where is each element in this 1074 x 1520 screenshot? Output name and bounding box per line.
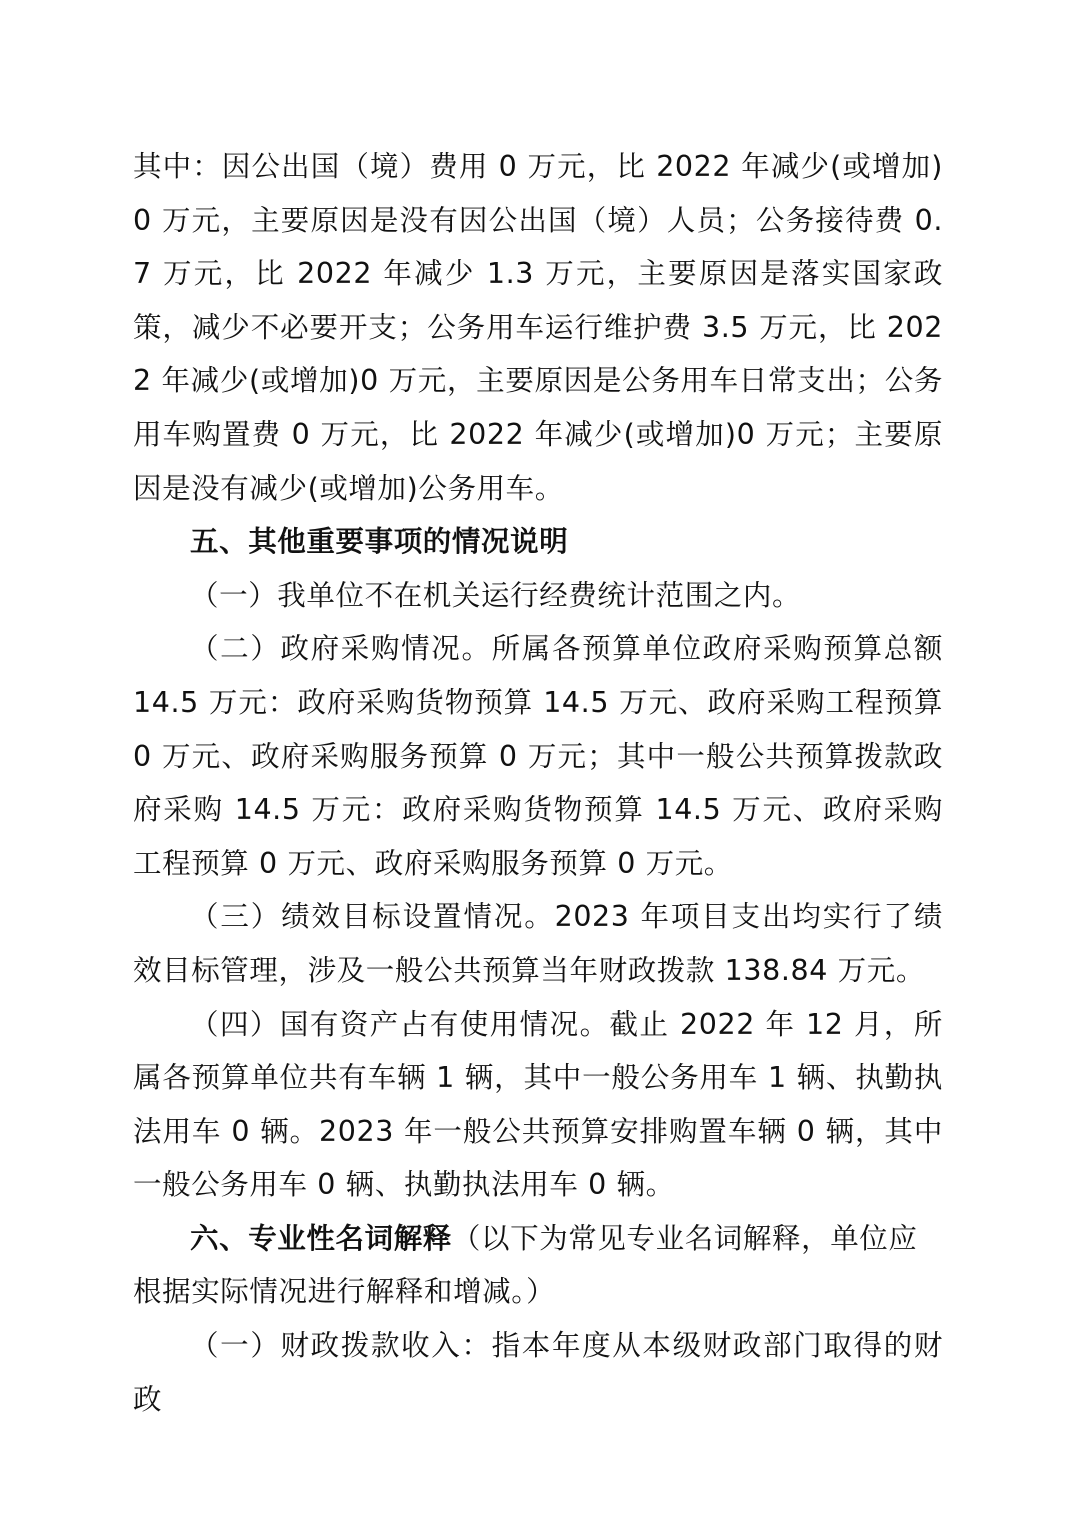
section-heading-6-note: （以下为常见专业名词解释，单位应根据实际情况进行解释和增减。） xyxy=(133,1221,918,1309)
document-page xyxy=(133,140,943,1426)
paragraph-government-procurement: （二）政府采购情况。所属各预算单位政府采购预算总额 14.5 万元：政府采购货物预算 14.5 万元、政府采购工程预算 0 万元、政府采购服务预算 0 万元；其中一般公共预算拨款政府采购 14.5 万元：政府采购货物预算 14.5 万元、政府采购工程预算 0 万元、政府采购服务预算 0 万元。 xyxy=(133,632,943,880)
section-heading-6 xyxy=(133,1212,943,1319)
paragraph-fiscal-appropriation-income: （一）财政拨款收入：指本年度从本级财政部门取得的财政 xyxy=(133,1329,943,1416)
paragraph-state-assets: （四）国有资产占有使用情况。截止 2022 年 12 月，所属各预算单位共有车辆 1 辆，其中一般公务用车 1 辆、执勤执法用车 0 辆。2023 年一般公共预算安排购置车辆 0 辆，其中一般公务用车 0 辆、执勤执法用车 0 辆。 xyxy=(133,1007,943,1202)
paragraph-performance-targets: （三）绩效目标设置情况。2023 年项目支出均实行了绩效目标管理，涉及一般公共预算当年财政拨款 138.84 万元。 xyxy=(133,900,943,987)
section-heading-5: 五、其他重要事项的情况说明 xyxy=(190,525,569,559)
section-heading-6-title: 六、专业性名词解释 xyxy=(190,1221,452,1255)
paragraph-operating-funds: （一）我单位不在机关运行经费统计范围之内。 xyxy=(190,578,802,612)
paragraph-public-expense-detail: 其中：因公出国（境）费用 0 万元，比 2022 年减少(或增加)0 万元，主要原因是没有因公出国（境）人员；公务接待费 0.7 万元，比 2022 年减少 1.3 万元，主要原因是落实国家政策，减少不必要开支；公务用车运行维护费 3.5 万元，比 2022 年减少(或增加)0 万元，主要原因是公务用车日常支出；公务用车购置费 0 万元，比 2022 年减少(或增加)0 万元；主要原因是没有减少(或增加)公务用车。 xyxy=(133,150,943,505)
